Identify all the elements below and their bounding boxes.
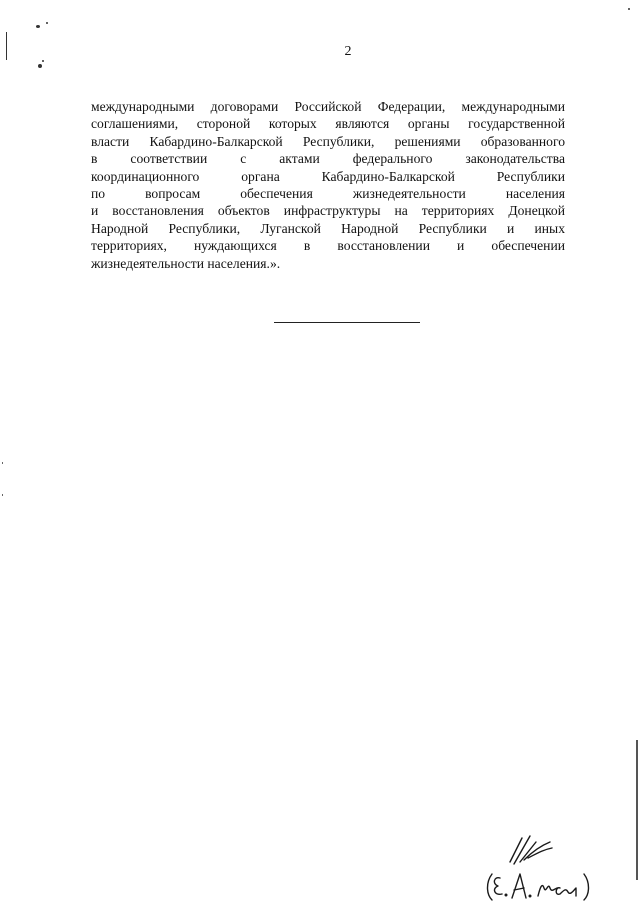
body-line: соглашениями, стороной которых являются органы государственной <box>91 116 565 132</box>
scan-mark <box>38 64 42 68</box>
scan-bar-right <box>636 740 638 880</box>
signature-drawing <box>480 832 620 902</box>
body-line: территориях, нуждающихся в восстановлении и обеспечении <box>91 238 565 254</box>
body-line: власти Кабардино-Балкарской Республики, решениями образованного <box>91 133 565 149</box>
body-line: координационного органа Кабардино-Балкарской Республики <box>91 168 565 184</box>
scan-mark <box>46 22 48 24</box>
body-line: международными договорами Российской Федерации, международными <box>91 99 565 114</box>
body-line: по вопросам обеспечения жизнедеятельности населения <box>91 185 565 201</box>
scan-mark <box>2 462 3 464</box>
handwritten-signature <box>480 832 620 902</box>
body-line: Народной Республики, Луганской Народной Республики и иных <box>91 220 565 236</box>
body-text <box>91 98 565 272</box>
end-of-text-rule <box>274 322 420 323</box>
scan-mark <box>2 494 3 496</box>
scan-mark <box>42 60 44 62</box>
body-line: в соответствии с актами федерального законодательства <box>91 151 565 167</box>
page-number: 2 <box>344 44 352 59</box>
body-line: и восстановления объектов инфраструктуры на территориях Донецкой <box>91 203 565 219</box>
scan-mark <box>36 25 40 28</box>
scan-mark <box>628 8 630 10</box>
scan-bar-left <box>6 32 7 60</box>
body-line: жизнедеятельности населения.». <box>91 255 281 271</box>
